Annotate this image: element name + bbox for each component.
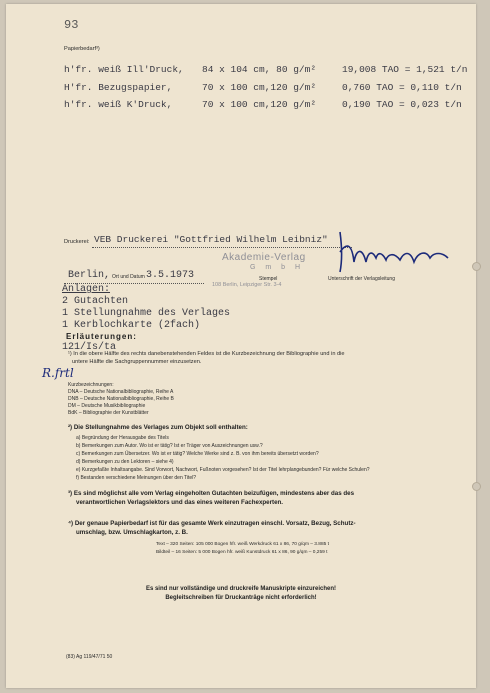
druckerei-line	[92, 247, 352, 248]
punch-hole-top	[472, 262, 481, 271]
note2-title: ²) Die Stellungnahme des Verlages zum Objekt soll enthalten:	[68, 424, 248, 431]
note4-line: umschlag, bzw. Umschlagkarton, z. B.	[76, 529, 188, 536]
anlagen-item: 1 Stellungnahme des Verlages	[62, 308, 231, 319]
date-value: 3.5.1973	[146, 270, 195, 281]
note2-item: d) Bemerkungen zu den Lektoren – siehe 4)	[76, 459, 174, 465]
stamp-name: Akademie-Verlag	[222, 252, 306, 263]
reference-code: 121/Is/ta	[62, 342, 117, 353]
unterschrift-label: Unterschrift der Verlagsleitung	[328, 276, 395, 282]
note2-item: e) Kurzgefaßte Inhaltsangabe. Sind Vorwort, Nachwort, Fußnoten vorgesehen? Ist der Titel lehrplangebunden? Für welche Schulen?	[76, 467, 370, 473]
papierbedarf-label: Papierbedarf³)	[64, 46, 100, 52]
erlaeuterungen-title: Erläuterungen:	[66, 332, 137, 341]
kurz-item: DM – Deutsche Musikbibliographie	[68, 403, 146, 409]
signature-scribble	[322, 222, 462, 284]
note1-line: untere Hälfte die Sachgruppennummer einzusetzen.	[72, 359, 202, 365]
anlagen-item: 2 Gutachten	[62, 296, 129, 307]
punch-hole-bottom	[472, 482, 481, 491]
note2-item: f) Bestanden verschiedene Meinungen über den Titel?	[76, 475, 197, 481]
footer-line: Es sind nur vollständige und druckreife Manuskripte einzureichen!	[145, 586, 337, 592]
example-line: Text – 320 Seiten: 105 000 Bogen hfr. weiß Werkdruck 61 x 86, 70 g/qm – 3.885 t	[156, 542, 329, 547]
ort-datum-label: Ort und Datum	[112, 274, 145, 280]
paper-name: H'fr. Bezugspapier,	[64, 82, 173, 93]
kurz-item: BdK – Bibliographie der Kunstblätter	[68, 410, 149, 416]
note2-item: c) Bemerkungen zum Übersetzer. Wo ist er tätig? Welche Werke sind z. B. von ihm bereits übersetzt worden?	[76, 451, 319, 457]
druckerei-value: VEB Druckerei "Gottfried Wilhelm Leibniz"	[94, 234, 328, 245]
footer-line: Begleitschreiben für Druckanträge nicht erforderlich!	[165, 595, 317, 601]
note4-line: ⁴) Der genaue Papierbedarf ist für das gesamte Werk einzutragen einschl. Vorsatz, Bezug, Schutz-	[68, 520, 356, 527]
stempel-label: Stempel	[259, 276, 278, 282]
paper-format: 84 x 104 cm, 80 g/m²	[202, 64, 317, 75]
page-number: 93	[64, 18, 79, 32]
paper-name: h'fr. weiß Ill'Druck,	[64, 64, 184, 75]
handwritten-initials: R.frtl	[42, 366, 74, 380]
druckerei-label: Druckerei:	[64, 239, 90, 245]
note3-line: verantwortlichen Verlagslektors und das eines weiteren Fachexperten.	[76, 499, 284, 506]
paper-quantity: 0,760 TAO = 0,110 t/n	[342, 82, 462, 93]
paper-quantity: 19,008 TAO = 1,521 t/n	[342, 64, 468, 75]
paper-format: 70 x 100 cm,120 g/m²	[202, 82, 317, 93]
paper-quantity: 0,190 TAO = 0,023 t/n	[342, 99, 462, 110]
note1-line: ¹) In die obere Hälfte des rechts danebenstehenden Feldes ist die Kurzbezeichnung der Bibliographie und in die	[68, 351, 345, 357]
note2-item: b) Bemerkungen zum Autor. Wo ist er tätig? Ist er Träger von Auszeichnungen usw.?	[76, 443, 263, 449]
stamp-sub: G m b H	[250, 264, 305, 271]
place: Berlin,	[68, 270, 111, 281]
paper-name: h'fr. weiß K'Druck,	[64, 99, 173, 110]
kurz-item: DNA – Deutsche Nationalbibliographie, Reihe A	[68, 389, 174, 395]
example-line: Bildteil – 16 Seiten: 5 000 Bogen hfr. weiß Kunstdruck 61 x 86, 90 g/qm – 0,259 t	[156, 550, 328, 555]
note2-item: a) Begründung der Herausgabe des Titels	[76, 435, 169, 441]
stamp-address: 108 Berlin, Leipziger Str. 3-4	[212, 282, 282, 288]
anlagen-title: Anlagen:	[62, 284, 111, 295]
print-code: (83) Ag 119/47/71 50	[66, 654, 113, 660]
kurz-title: Kurzbezeichnungen:	[68, 382, 114, 388]
paper-format: 70 x 100 cm,120 g/m²	[202, 99, 317, 110]
anlagen-item: 1 Kerblochkarte (2fach)	[62, 320, 201, 331]
kurz-item: DNB – Deutsche Nationalbibliographie, Reihe B	[68, 396, 174, 402]
document-page	[6, 4, 476, 688]
note3-line: ³) Es sind möglichst alle vom Verlag eingeholten Gutachten beizufügen, mindestens aber das des	[68, 490, 355, 497]
